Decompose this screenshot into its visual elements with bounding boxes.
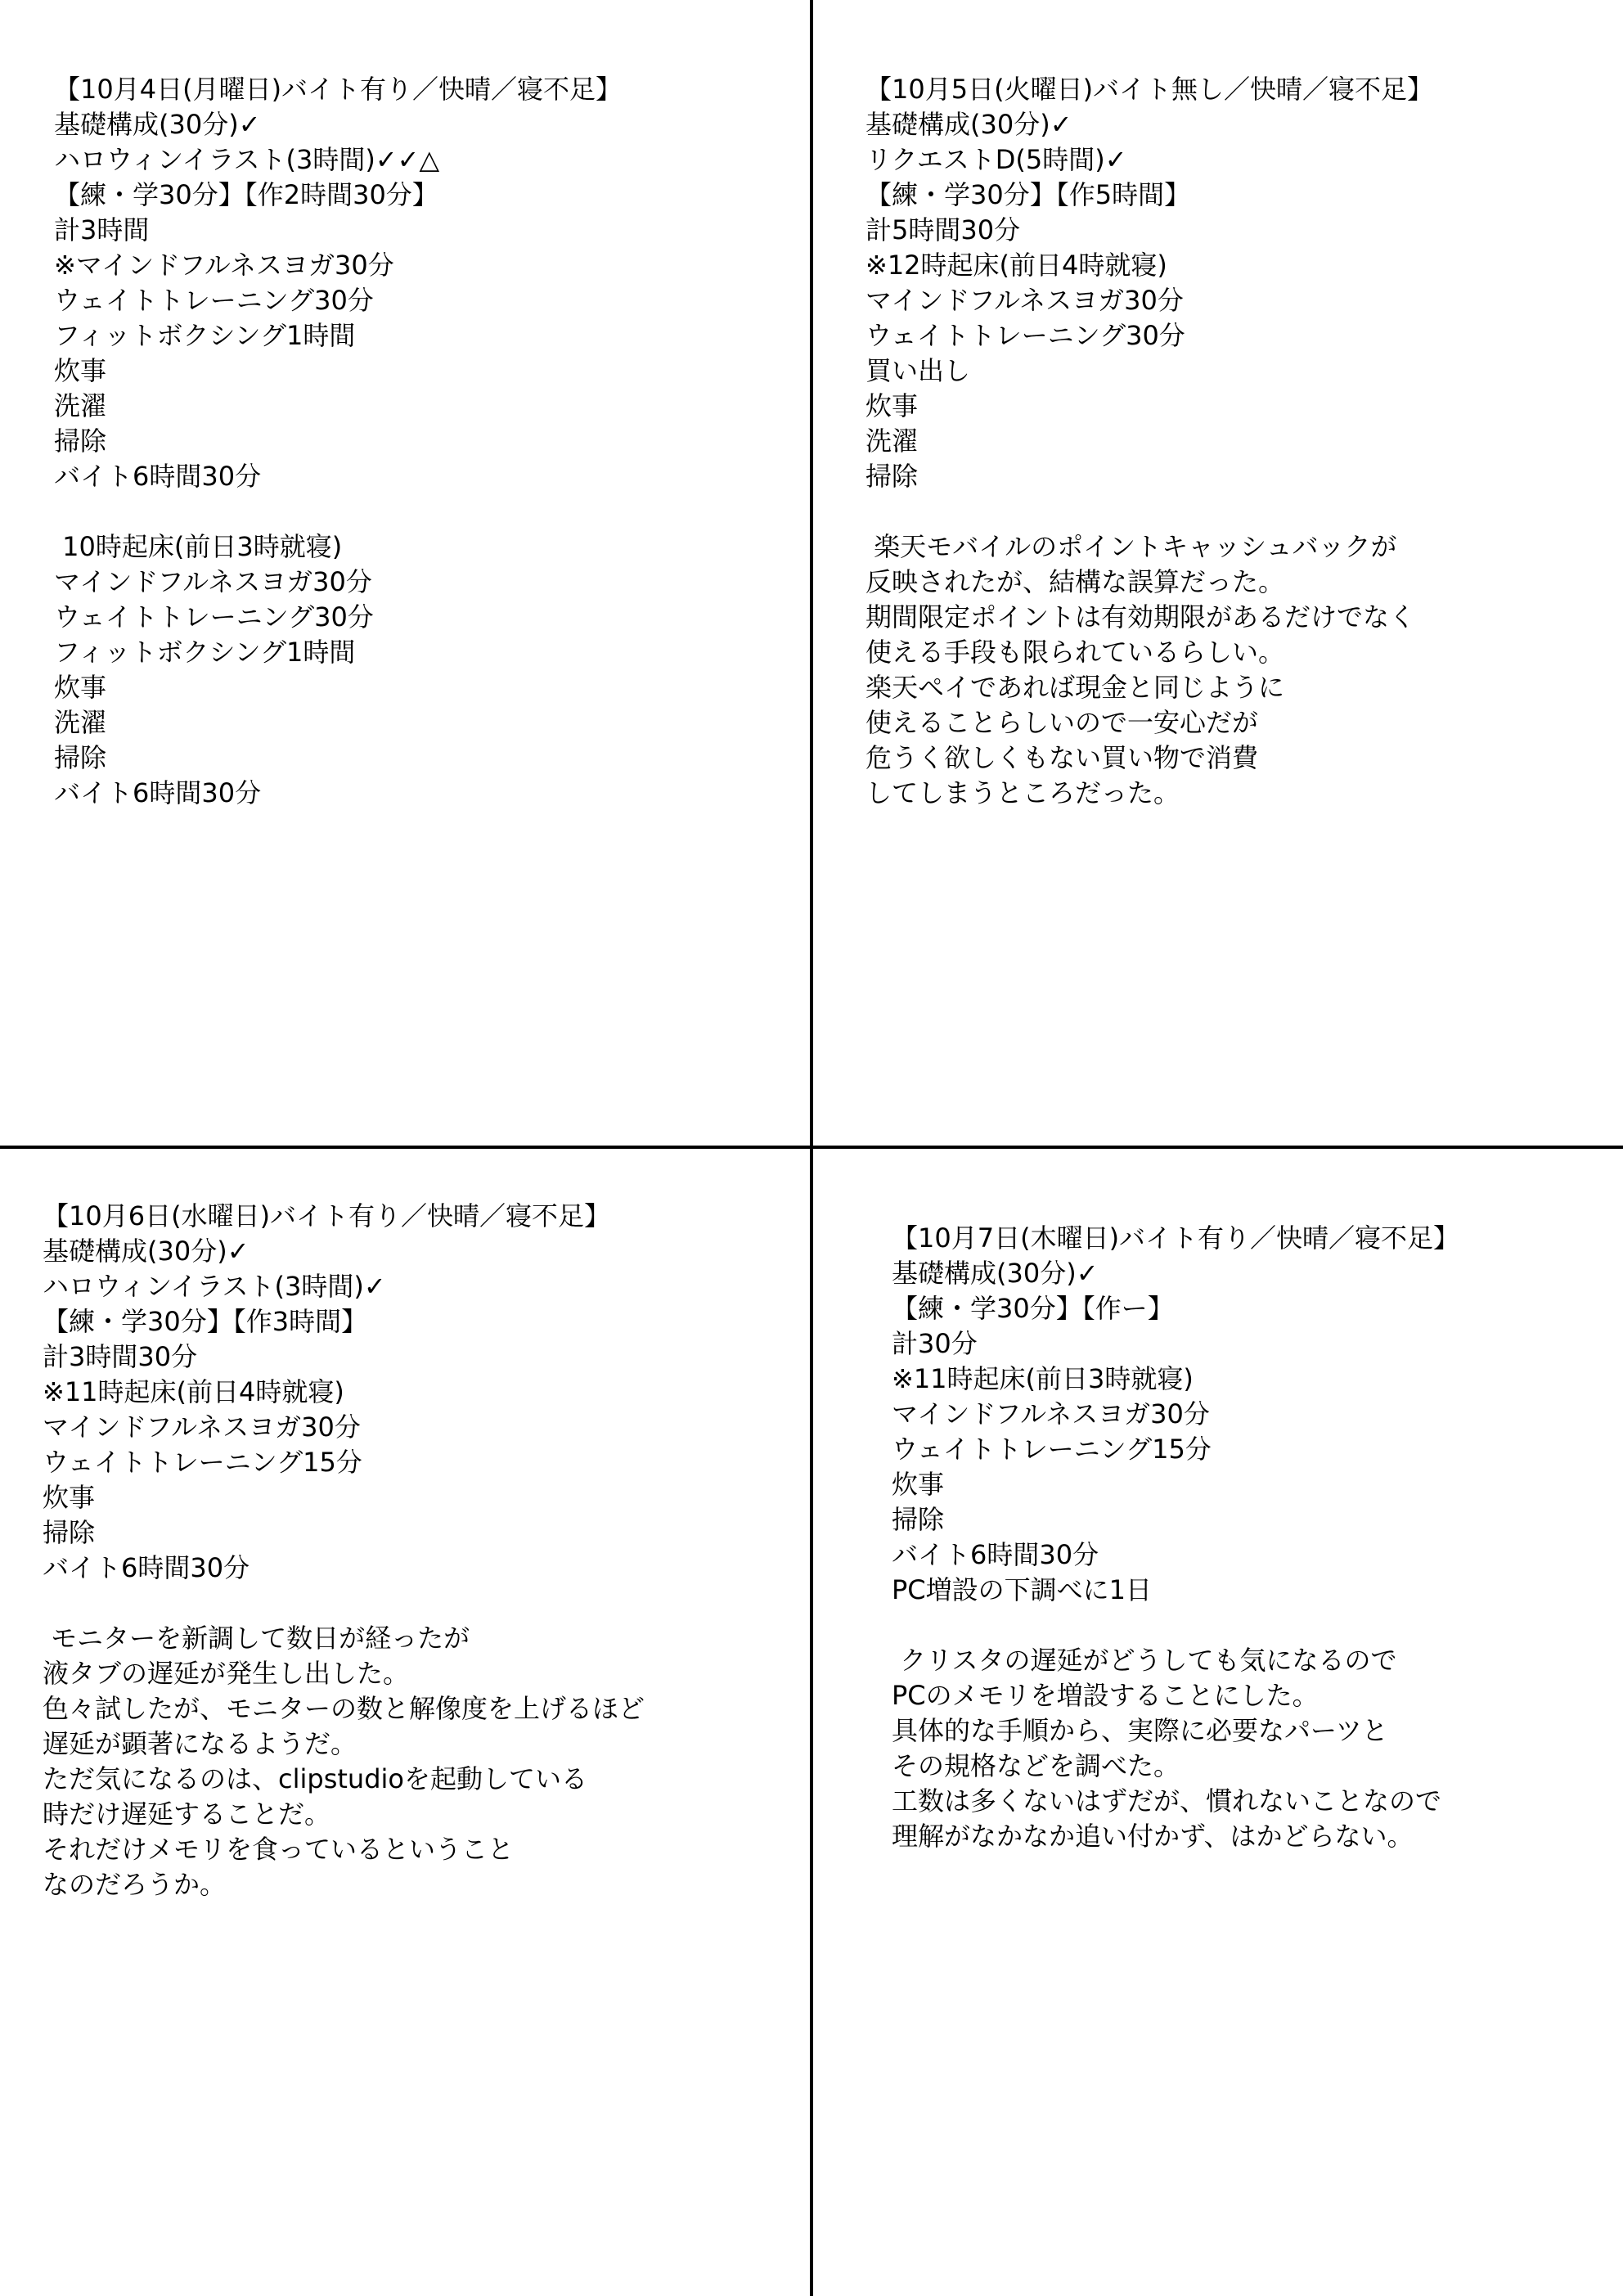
- diary-line: 掃除: [54, 742, 107, 773]
- diary-line: 炊事: [54, 355, 107, 386]
- diary-line: ハロウィンイラスト(3時間)✓✓△: [54, 144, 440, 175]
- diary-line: 危うく欲しくもない買い物で消費: [865, 742, 1259, 773]
- diary-line: [54, 494, 622, 529]
- diary-line: 10時起床(前日3時就寝): [54, 531, 343, 562]
- diary-line: なのだろうか。: [43, 1869, 227, 1900]
- horizontal-divider: [0, 1146, 1623, 1149]
- diary-line: 【練・学30分】【作ー】: [892, 1293, 1174, 1324]
- diary-line: 基礎構成(30分)✓: [54, 109, 261, 140]
- diary-line: バイト6時間30分: [54, 777, 262, 808]
- diary-line: 【練・学30分】【作5時間】: [865, 179, 1191, 210]
- diary-line: バイト6時間30分: [892, 1539, 1099, 1570]
- diary-line: 計3時間: [54, 214, 150, 245]
- diary-line: 掃除: [43, 1517, 96, 1548]
- diary-line: 計30分: [892, 1328, 978, 1359]
- diary-line: フィットボクシング1時間: [54, 637, 356, 668]
- diary-line: [892, 1608, 1459, 1643]
- diary-line: 洗濯: [54, 707, 107, 738]
- diary-line: [865, 494, 1433, 529]
- diary-line: バイト6時間30分: [54, 461, 262, 492]
- diary-line: 【10月5日(火曜日)バイト無し／快晴／寝不足】: [865, 74, 1434, 105]
- diary-line: リクエストD(5時間)✓: [865, 144, 1127, 175]
- diary-line: モニターを新調して数日が経ったが: [43, 1623, 470, 1654]
- diary-line: 【10月6日(水曜日)バイト有り／快晴／寝不足】: [43, 1200, 611, 1231]
- diary-line: ※マインドフルネスヨガ30分: [54, 250, 394, 281]
- diary-line: 炊事: [54, 672, 107, 703]
- diary-line: 買い出し: [865, 355, 971, 386]
- diary-line: 時だけ遅延することだ。: [43, 1799, 331, 1830]
- diary-line: 洗濯: [865, 425, 919, 457]
- diary-line: ウェイトトレーニング30分: [54, 601, 374, 633]
- diary-line: ※11時起床(前日3時就寝): [892, 1363, 1194, 1394]
- diary-line: 計3時間30分: [43, 1341, 198, 1372]
- diary-panel-oct-4: [54, 72, 622, 811]
- diary-panel-oct-5: [865, 72, 1433, 811]
- diary-panel-oct-7: [892, 1221, 1459, 1854]
- diary-line: 【練・学30分】【作3時間】: [43, 1306, 368, 1337]
- diary-line: してしまうところだった。: [865, 777, 1180, 808]
- diary-line: 炊事: [43, 1482, 96, 1513]
- diary-line: マインドフルネスヨガ30分: [54, 566, 372, 597]
- diary-line: ウェイトトレーニング30分: [865, 320, 1185, 351]
- diary-line: 工数は多くないはずだが、慣れないことなので: [892, 1785, 1442, 1817]
- diary-line: 使えることらしいので一安心だが: [865, 707, 1259, 738]
- diary-line: 期間限定ポイントは有効期限があるだけでなく: [865, 601, 1416, 633]
- diary-line: マインドフルネスヨガ30分: [865, 285, 1184, 316]
- diary-line: それだけメモリを食っているということ: [43, 1834, 515, 1865]
- diary-line: 楽天ペイであれば現金と同じように: [865, 672, 1285, 703]
- diary-line: 洗濯: [54, 390, 107, 421]
- diary-line: 基礎構成(30分)✓: [865, 109, 1072, 140]
- diary-line: 反映されたが、結構な誤算だった。: [865, 566, 1285, 597]
- diary-line: 【10月4日(月曜日)バイト有り／快晴／寝不足】: [54, 74, 623, 105]
- diary-line: ハロウィンイラスト(3時間)✓: [43, 1271, 386, 1302]
- diary-line: PC増設の下調べに1日: [892, 1574, 1153, 1605]
- diary-line: ※11時起床(前日4時就寝): [43, 1376, 344, 1407]
- diary-line: 【練・学30分】【作2時間30分】: [54, 179, 438, 210]
- diary-line: マインドフルネスヨガ30分: [43, 1411, 361, 1443]
- diary-line: 理解がなかなか追い付かず、はかどらない。: [892, 1821, 1414, 1852]
- diary-line: 掃除: [892, 1504, 945, 1535]
- diary-line: その規格などを調べた。: [892, 1750, 1180, 1781]
- diary-line: 遅延が顕著になるようだ。: [43, 1728, 357, 1759]
- diary-line: PCのメモリを増設することにした。: [892, 1680, 1319, 1711]
- diary-line: 具体的な手順から、実際に必要なパーツと: [892, 1715, 1388, 1746]
- diary-line: 炊事: [865, 390, 919, 421]
- diary-line: [43, 1586, 645, 1621]
- diary-line: バイト6時間30分: [43, 1552, 250, 1583]
- diary-line: ウェイトトレーニング15分: [892, 1434, 1212, 1465]
- diary-line: ※12時起床(前日4時就寝): [865, 250, 1167, 281]
- diary-line: 炊事: [892, 1469, 945, 1500]
- diary-line: 基礎構成(30分)✓: [892, 1258, 1099, 1289]
- diary-line: ウェイトトレーニング15分: [43, 1447, 362, 1478]
- diary-line: マインドフルネスヨガ30分: [892, 1398, 1210, 1429]
- diary-line: 色々試したが、モニターの数と解像度を上げるほど: [43, 1693, 645, 1724]
- diary-line: フィットボクシング1時間: [54, 320, 356, 351]
- diary-panel-oct-6: [43, 1199, 645, 1902]
- diary-line: ウェイトトレーニング30分: [54, 285, 374, 316]
- diary-line: 計5時間30分: [865, 214, 1021, 245]
- diary-line: ただ気になるのは、clipstudioを起動している: [43, 1763, 587, 1794]
- diary-line: 使える手段も限られているらしい。: [865, 637, 1285, 668]
- diary-line: 【10月7日(木曜日)バイト有り／快晴／寝不足】: [892, 1222, 1460, 1254]
- diary-line: 掃除: [54, 425, 107, 457]
- diary-line: 掃除: [865, 461, 919, 492]
- diary-line: 楽天モバイルのポイントキャッシュバックが: [865, 531, 1397, 562]
- diary-line: 液タブの遅延が発生し出した。: [43, 1658, 410, 1689]
- diary-line: クリスタの遅延がどうしても気になるので: [892, 1645, 1397, 1676]
- diary-line: 基礎構成(30分)✓: [43, 1236, 250, 1267]
